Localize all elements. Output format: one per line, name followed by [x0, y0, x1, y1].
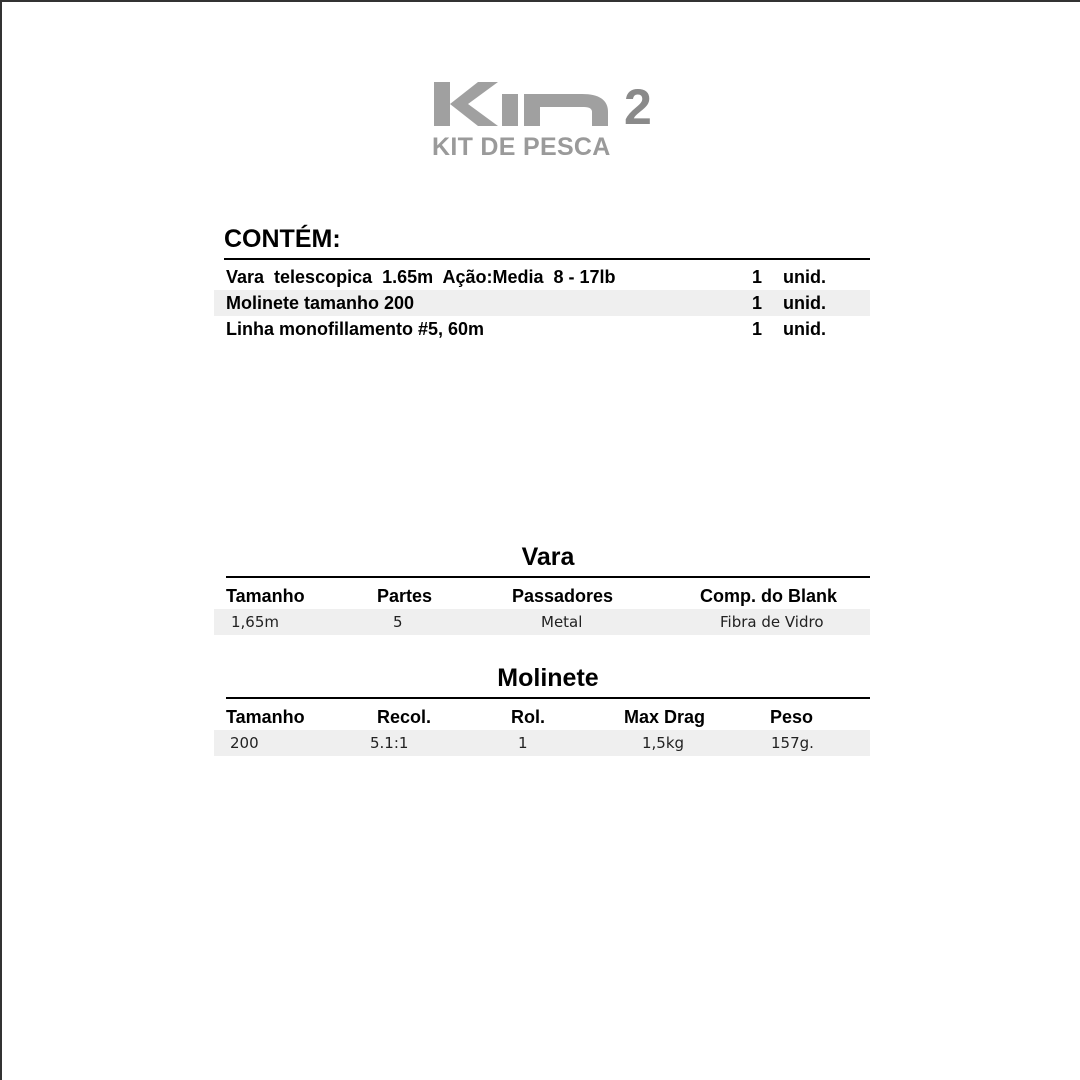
table-cell: 200	[230, 734, 259, 752]
item-quantity: 1	[752, 267, 763, 287]
item-unit: unid.	[783, 319, 826, 339]
table-cell: 157g.	[771, 734, 814, 752]
column-header: Recol.	[377, 707, 432, 727]
item-description: Linha monofillamento #5, 60m	[226, 319, 485, 339]
rod-table-title: Vara	[521, 543, 575, 571]
item-unit: unid.	[783, 267, 826, 287]
reel-table-header	[214, 704, 870, 730]
reel-table-divider	[226, 697, 870, 699]
list-item	[214, 264, 870, 290]
column-header: Partes	[377, 586, 433, 606]
table-cell: Fibra de Vidro	[720, 613, 824, 631]
table-cell: 5.1:1	[370, 734, 409, 752]
table-row	[214, 730, 870, 756]
list-item	[214, 316, 870, 342]
table-cell: 1,65m	[231, 613, 280, 631]
rod-table-header	[214, 583, 870, 609]
item-description: Vara telescopica 1.65m Ação:Media 8 - 17lb	[226, 267, 616, 287]
item-quantity: 1	[752, 293, 763, 313]
column-header: Tamanho	[226, 707, 305, 727]
item-description: Molinete tamanho 200	[226, 293, 415, 313]
item-quantity: 1	[752, 319, 763, 339]
brand-logo	[432, 80, 672, 170]
logo-subtitle: KIT DE PESCA	[432, 133, 611, 161]
column-header: Passadores	[512, 586, 614, 606]
column-header: Tamanho	[226, 586, 305, 606]
contents-list	[214, 264, 870, 342]
contents-divider	[224, 258, 870, 260]
list-item	[214, 290, 870, 316]
column-header: Peso	[770, 707, 814, 727]
column-header: Max Drag	[624, 707, 706, 727]
table-cell: 1	[518, 734, 528, 752]
reel-table-title: Molinete	[497, 664, 599, 692]
table-cell: Metal	[541, 613, 583, 631]
table-cell: 5	[393, 613, 403, 631]
column-header: Rol.	[511, 707, 545, 727]
kin-logo-wordmark	[432, 80, 612, 128]
table-cell: 1,5kg	[642, 734, 685, 752]
logo-number: 2	[624, 79, 652, 135]
contents-title: CONTÉM:	[224, 225, 341, 253]
item-unit: unid.	[783, 293, 826, 313]
rod-table-divider	[226, 576, 870, 578]
table-row	[214, 609, 870, 635]
column-header: Comp. do Blank	[700, 586, 838, 606]
